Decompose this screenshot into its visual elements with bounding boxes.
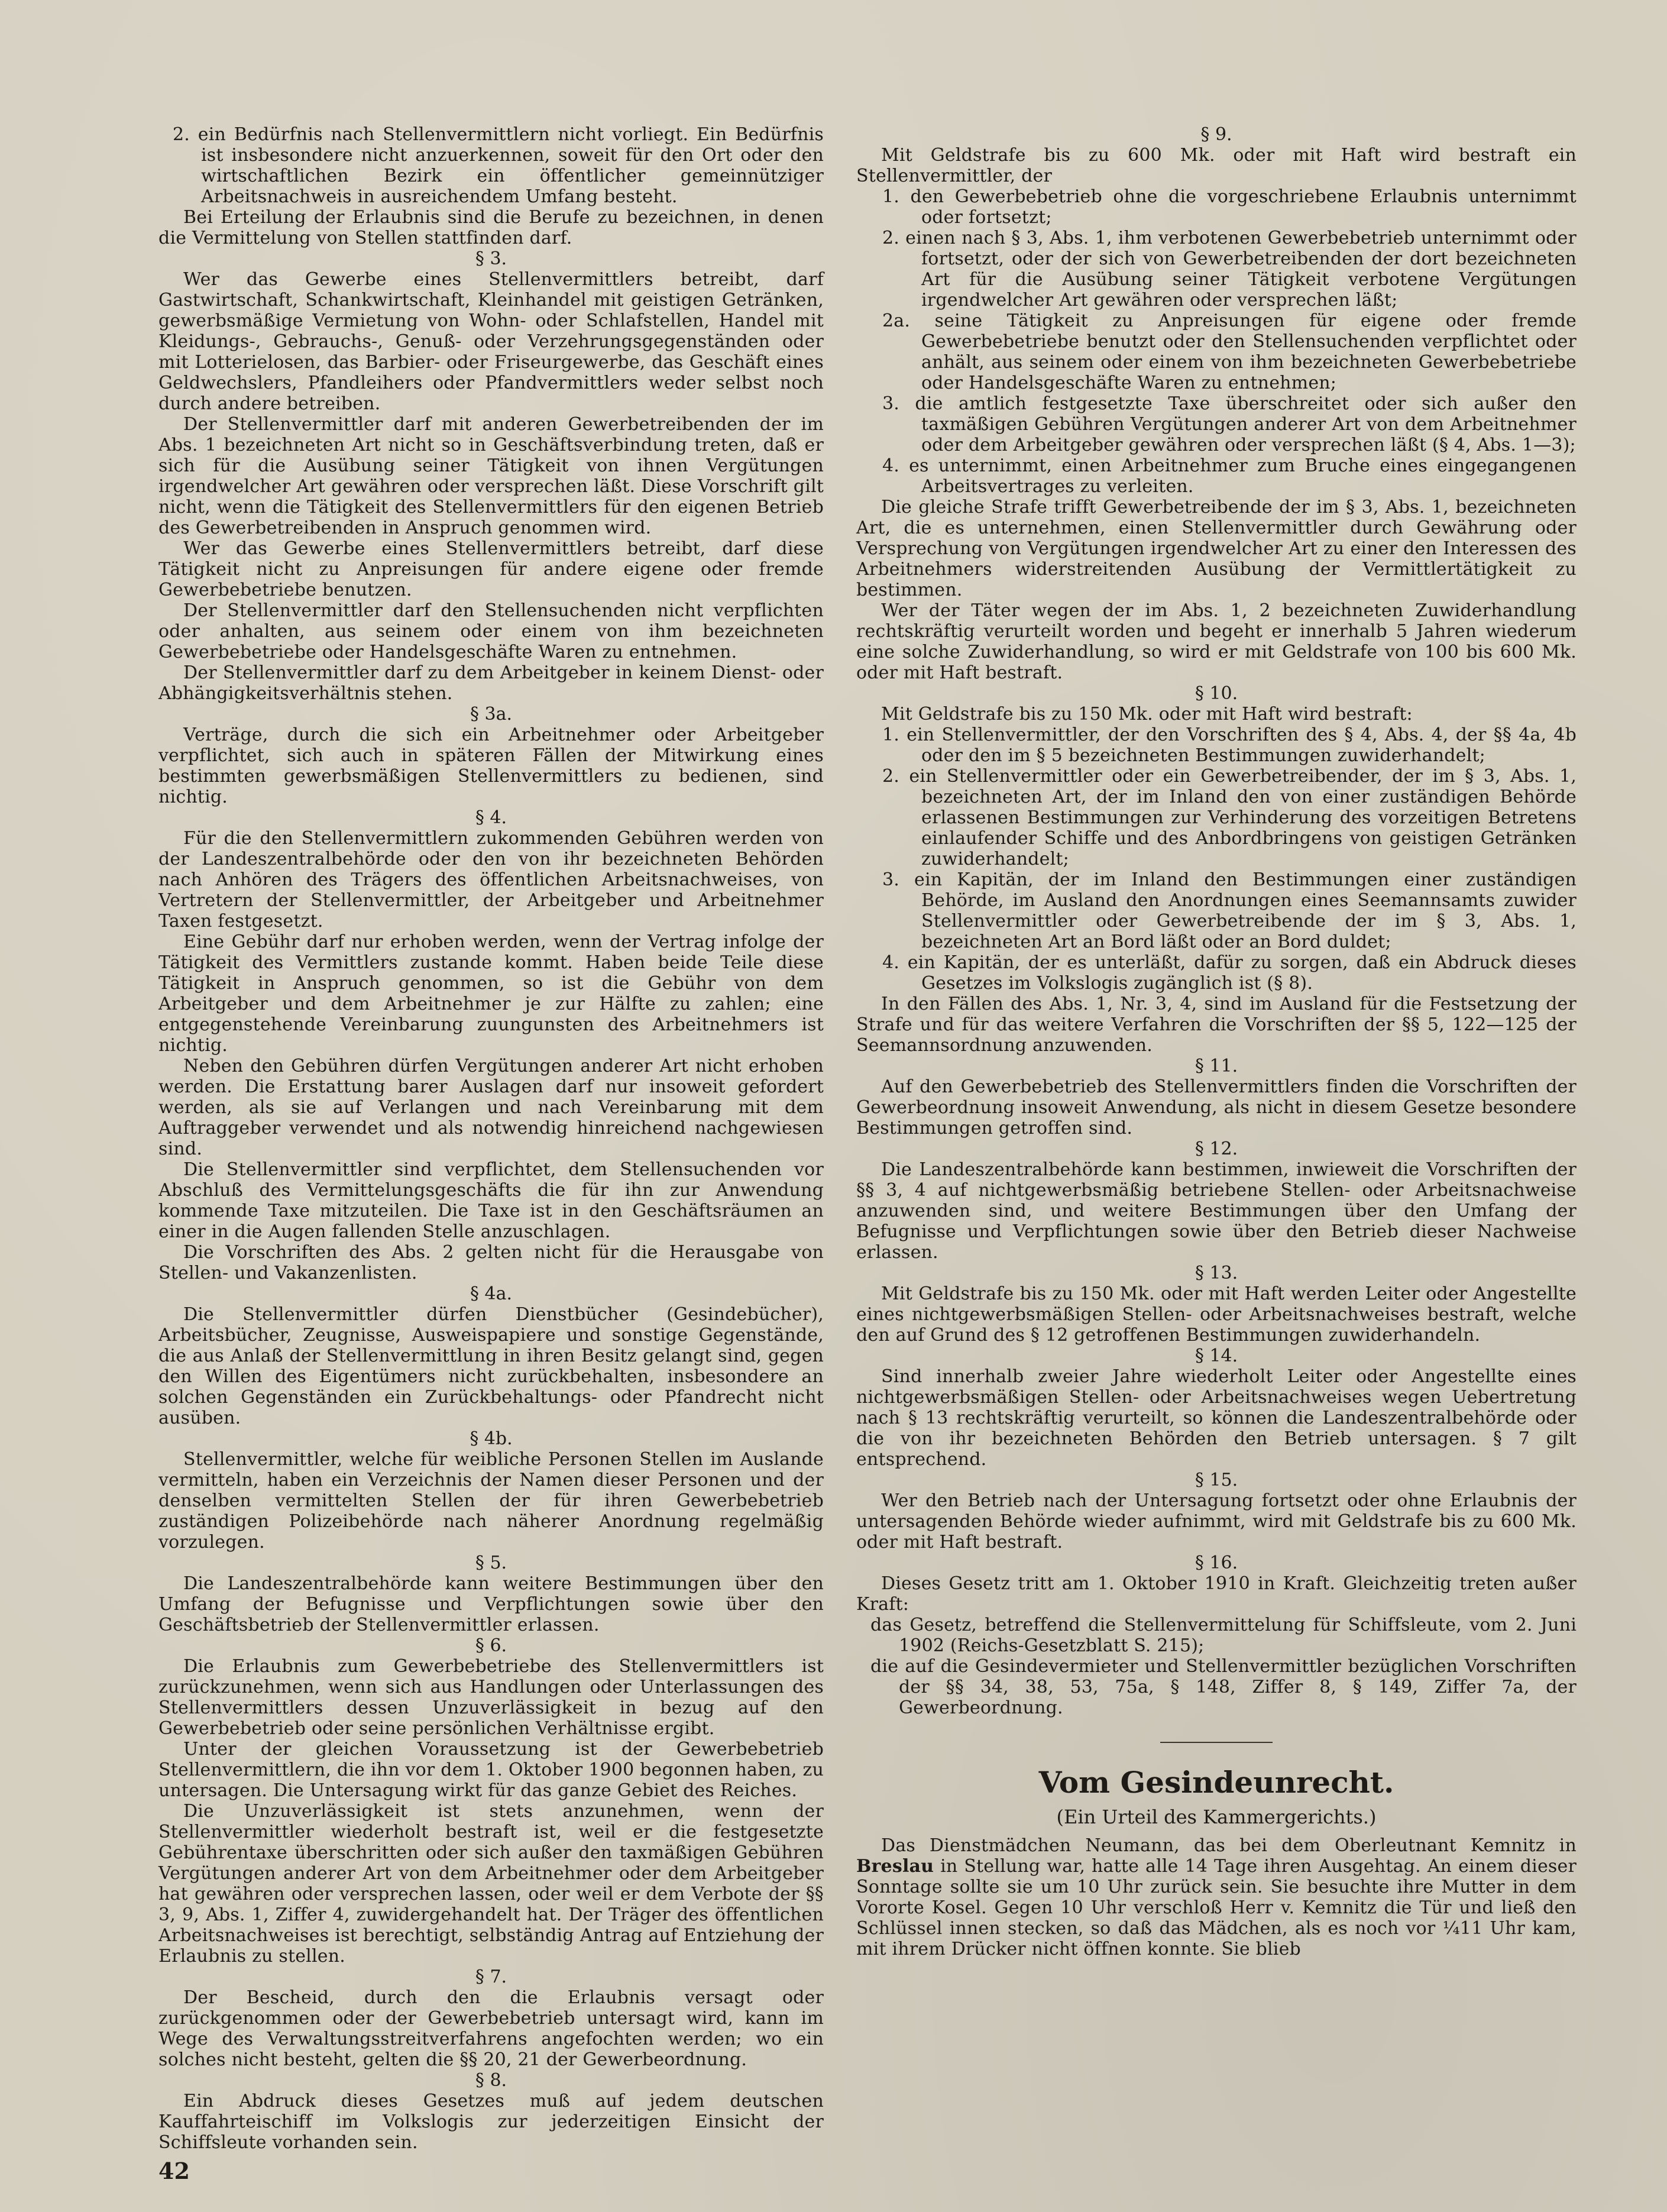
paragraph: Mit Geldstrafe bis zu 150 Mk. oder mit Haft wird bestraft: xyxy=(881,704,1413,725)
section-heading: § 16. xyxy=(1195,1553,1238,1573)
paragraph: Wer das Gewerbe eines Stellenvermittlers betreibt, darf Gastwirtschaft, Schankwirtschaft, Kleinhandel mit geistigen Getränken, gewerbsmäßige Vermietung von Wohn- oder Schlafstellen, Handel mit Kleidungs-, Gebrauchs-, Genuß- oder Verzehrungsgegenständen oder mit Lotterielosen, das Barbier- oder Friseurgewerbe, das Geschäft eines Geldwechslers, Pfandleihers oder Pfandvermittlers weder selbst noch durch andere betreiben. xyxy=(158,269,824,414)
section-heading: § 4. xyxy=(475,807,507,828)
section-heading: § 11. xyxy=(1195,1056,1238,1076)
section-heading: § 13. xyxy=(1195,1263,1238,1283)
article-body xyxy=(856,1835,1577,1959)
paragraph: Wer der Täter wegen der im Abs. 1, 2 bezeichneten Zuwiderhandlung rechtskräftig verurteilt worden und begeht er innerhalb 5 Jahren wiederum eine solche Zuwiderhandlung, so wird er mit Geldstrafe von 100 bis 600 Mk. oder mit Haft bestraft. xyxy=(856,600,1577,683)
paragraph: die auf die Gesindevermieter und Stellenvermittler bezüglichen Vorschriften der §§ 34, 38, 53, 75a, § 148, Ziffer 8, § 149, Ziffer 7a, der Gewerbeordnung. xyxy=(870,1656,1577,1718)
paragraph: 2. einen nach § 3, Abs. 1, ihm verbotenen Gewerbebetrieb unternimmt oder fortsetzt, oder der sich von Gewerbetreibenden der dort bezeichneten Art für die Ausübung seiner Tätigkeit verbotene Vergütungen irgendwelcher Art gewähren oder versprechen läßt; xyxy=(882,228,1577,311)
left-column xyxy=(158,124,824,2153)
paragraph: 3. ein Kapitän, der im Inland den Bestimmungen einer zuständigen Behörde, im Ausland den Anordnungen eines Seemannsamts zuwider Stellenvermittler oder Gewerbetreibende der im § 3, Abs. 1, bezeichneten Art an Bord läßt oder an Bord duldet; xyxy=(882,869,1577,952)
paragraph: Wer das Gewerbe eines Stellenvermittlers betreibt, darf diese Tätigkeit nicht zu Anpreisungen für andere eigene oder fremde Gewerbebetriebe benutzen. xyxy=(158,538,824,600)
section-heading: § 7. xyxy=(475,1967,507,1987)
section-heading: § 4b. xyxy=(470,1428,513,1449)
paragraph: Die Stellenvermittler dürfen Dienstbücher (Gesindebücher), Arbeitsbücher, Zeugnisse, Ausweispapiere und sonstige Gegenstände, die aus Anlaß der Stellenvermittlung in ihren Besitz gelangt sind, gegen den Willen des Eigentümers nicht zurückbehalten, insbesondere an solchen Gegenständen ein Zurückbehaltungs- oder Pfandrecht nicht ausüben. xyxy=(158,1304,824,1428)
paragraph: Dieses Gesetz tritt am 1. Oktober 1910 in Kraft. Gleichzeitig treten außer Kraft: xyxy=(856,1573,1577,1615)
paragraph: Eine Gebühr darf nur erhoben werden, wenn der Vertrag infolge der Tätigkeit des Vermittlers zustande kommt. Haben beide Teile diese Tätigkeit in Anspruch genommen, so ist die Gebühr von dem Arbeitgeber und dem Arbeitnehmer je zur Hälfte zu zahlen; eine entgegenstehende Vereinbarung zuungunsten des Arbeitnehmers ist nichtig. xyxy=(158,932,824,1056)
section-heading: § 12. xyxy=(1195,1139,1238,1159)
section-heading: § 6. xyxy=(475,1635,507,1656)
section-heading: § 15. xyxy=(1195,1470,1238,1490)
article-body-rest: in Stellung war, hatte alle 14 Tage ihren Ausgehtag. An einem dieser Sonntage sollte sie um 10 Uhr zurück sein. Sie besuchte ihre Mutter in dem Vororte Kosel. Gegen 10 Uhr verschloß Herr v. Kemnitz die Tür und ließ den Schlüssel innen stecken, so daß das Mädchen, als es noch vor ¼11 Uhr kam, mit ihrem Drücker nicht öffnen konnte. Sie blieb xyxy=(856,1856,1577,1959)
section-heading: § 4a. xyxy=(470,1283,513,1304)
section-divider xyxy=(1160,1742,1273,1743)
paragraph: 4. es unternimmt, einen Arbeitnehmer zum Bruche eines eingegangenen Arbeitsvertrages zu verleiten. xyxy=(882,455,1577,497)
paragraph: Wer den Betrieb nach der Untersagung fortsetzt oder ohne Erlaubnis der untersagenden Behörde wieder aufnimmt, wird mit Geldstrafe bis zu 600 Mk. oder mit Haft bestraft. xyxy=(856,1490,1577,1553)
paragraph: Mit Geldstrafe bis zu 150 Mk. oder mit Haft werden Leiter oder Angestellte eines nichtgewerbsmäßigen Stellen- oder Arbeitsnachweises bestraft, welche den auf Grund des § 12 getroffenen Bestimmungen zuwiderhandeln. xyxy=(856,1283,1577,1346)
paragraph: Für die den Stellenvermittlern zukommenden Gebühren werden von der Landeszentralbehörde oder den von ihr bezeichneten Behörden nach Anhören des Trägers des öffentlichen Arbeitsnachweises, von Vertretern der Stellenvermittler, der Arbeitgeber und Arbeitnehmer Taxen festgesetzt. xyxy=(158,828,824,932)
paragraph: 2. ein Bedürfnis nach Stellenvermittlern nicht vorliegt. Ein Bedürfnis ist insbesondere nicht anzuerkennen, soweit für den Ort oder den wirtschaftlichen Bezirk ein öffentlicher gemeinnütziger Arbeitsnachweis in ausreichendem Umfang besteht. xyxy=(173,124,824,207)
paragraph: 3. die amtlich festgesetzte Taxe überschreitet oder sich außer den taxmäßigen Gebühren Vergütungen anderer Art von dem Arbeitnehmer oder dem Arbeitgeber gewähren oder versprechen läßt (§ 4, Abs. 1—3); xyxy=(882,393,1577,455)
paragraph: Auf den Gewerbebetrieb des Stellenvermittlers finden die Vorschriften der Gewerbeordnung insoweit Anwendung, als nicht in diesem Gesetze besondere Bestimmungen getroffen sind. xyxy=(856,1076,1577,1139)
article-city: Breslau xyxy=(856,1856,934,1877)
paragraph: 2a. seine Tätigkeit zu Anpreisungen für eigene oder fremde Gewerbebetriebe benutzt oder den Stellensuchenden verpflichtet oder anhält, aus seinem oder einem von ihm bezeichneten Gewerbebetriebe oder Handelsgeschäfte Waren zu entnehmen; xyxy=(882,311,1577,393)
paragraph: 1. den Gewerbebetrieb ohne die vorgeschriebene Erlaubnis unternimmt oder fortsetzt; xyxy=(882,186,1577,228)
section-heading: § 5. xyxy=(475,1553,507,1573)
article-subheading: (Ein Urteil des Kammergerichts.) xyxy=(1056,1806,1377,1828)
paragraph: Bei Erteilung der Erlaubnis sind die Berufe zu bezeichnen, in denen die Vermittelung von Stellen stattfinden darf. xyxy=(158,207,824,248)
section-heading: § 9. xyxy=(1200,124,1232,145)
page-number: 42 xyxy=(158,2158,190,2184)
paragraph: Verträge, durch die sich ein Arbeitnehmer oder Arbeitgeber verpflichtet, sich auch in späteren Fällen der Mitwirkung eines bestimmten gewerbsmäßigen Stellenvermittlers zu bedienen, sind nichtig. xyxy=(158,725,824,807)
paragraph: Unter der gleichen Voraussetzung ist der Gewerbebetrieb Stellenvermittlern, die ihn vor dem 1. Oktober 1900 begonnen haben, zu untersagen. Die Untersagung wirkt für das ganze Gebiet des Reiches. xyxy=(158,1739,824,1801)
paragraph: das Gesetz, betreffend die Stellenvermittelung für Schiffsleute, vom 2. Juni 1902 (Reichs-Gesetzblatt S. 215); xyxy=(870,1615,1577,1656)
right-column xyxy=(856,124,1577,1959)
paragraph: 4. ein Kapitän, der es unterläßt, dafür zu sorgen, daß ein Abdruck dieses Gesetzes im Volkslogis zugänglich ist (§ 8). xyxy=(882,952,1577,994)
paragraph: Stellenvermittler, welche für weibliche Personen Stellen im Auslande vermitteln, haben ein Verzeichnis der Namen dieser Personen und der denselben vermittelten Stellen der für ihren Gewerbebetrieb zuständigen Polizeibehörde nach näherer Anordnung regelmäßig vorzulegen. xyxy=(158,1449,824,1553)
paragraph: In den Fällen des Abs. 1, Nr. 3, 4, sind im Ausland für die Festsetzung der Strafe und für das weitere Verfahren die Vorschriften der §§ 5, 122—125 der Seemannsordnung anzuwenden. xyxy=(856,994,1577,1056)
paragraph: Ein Abdruck dieses Gesetzes muß auf jedem deutschen Kauffahrteischiff im Volkslogis zur jederzeitigen Einsicht der Schiffsleute vorhanden sein. xyxy=(158,2091,824,2153)
section-heading: § 3a. xyxy=(470,704,513,725)
paragraph: Der Stellenvermittler darf zu dem Arbeitgeber in keinem Dienst- oder Abhängigkeitsverhältnis stehen. xyxy=(158,662,824,704)
section-heading: § 14. xyxy=(1195,1346,1238,1366)
paragraph: Die Stellenvermittler sind verpflichtet, dem Stellensuchenden vor Abschluß des Vermittelungsgeschäfts die für ihn zur Anwendung kommende Taxe mitzuteilen. Die Taxe ist in den Geschäftsräumen an einer in die Augen fallenden Stelle anzuschlagen. xyxy=(158,1159,824,1242)
paragraph: Sind innerhalb zweier Jahre wiederholt Leiter oder Angestellte eines nichtgewerbsmäßigen Stellen- oder Arbeitsnachweises wegen Uebertretung nach § 13 rechtskräftig verurteilt, so können die Landeszentralbehörde oder die von ihr bezeichneten Behörden den Betrieb untersagen. § 7 gilt entsprechend. xyxy=(856,1366,1577,1470)
paragraph: Mit Geldstrafe bis zu 600 Mk. oder mit Haft wird bestraft ein Stellenvermittler, der xyxy=(856,145,1577,186)
article-gesindeunrecht xyxy=(856,1764,1577,1959)
paragraph: Die Landeszentralbehörde kann weitere Bestimmungen über den Umfang der Befugnisse und Verpflichtungen sowie über den Geschäftsbetrieb der Stellenvermittler erlassen. xyxy=(158,1573,824,1635)
paragraph: Der Stellenvermittler darf mit anderen Gewerbetreibenden der im Abs. 1 bezeichneten Art nicht so in Geschäftsverbindung treten, daß er sich für die Ausübung seiner Tätigkeit von ihnen Vergütungen irgendwelcher Art gewähren oder versprechen läßt. Diese Vorschrift gilt nicht, wenn die Tätigkeit des Stellenvermittlers für den eigenen Betrieb des Gewerbetreibenden in Anspruch genommen wird. xyxy=(158,414,824,538)
paragraph: Die Erlaubnis zum Gewerbebetriebe des Stellenvermittlers ist zurückzunehmen, wenn sich aus Handlungen oder Unterlassungen des Stellenvermittlers dessen Unzuverlässigkeit in bezug auf den Gewerbebetrieb oder seine persönlichen Verhältnisse ergibt. xyxy=(158,1656,824,1739)
paragraph: Die Vorschriften des Abs. 2 gelten nicht für die Herausgabe von Stellen- und Vakanzenlisten. xyxy=(158,1242,824,1283)
section-heading: § 10. xyxy=(1195,683,1238,704)
paragraph: Der Stellenvermittler darf den Stellensuchenden nicht verpflichten oder anhalten, aus seinem oder einem von ihm bezeichneten Gewerbebetriebe oder Handelsgeschäfte Waren zu entnehmen. xyxy=(158,600,824,662)
paragraph: Die Unzuverlässigkeit ist stets anzunehmen, wenn der Stellenvermittler wiederholt bestraft ist, weil er die festgesetzte Gebührentaxe überschritten oder sich außer den taxmäßigen Gebühren Vergütungen anderer Art von dem Arbeitnehmer oder dem Arbeitgeber hat gewähren oder versprechen lassen, oder weil er dem Verbote der §§ 3, 9, Abs. 1, Ziffer 4, zuwidergehandelt hat. Der Träger des öffentlichen Arbeitsnachweises ist berechtigt, selbständig Antrag auf Entziehung der Erlaubnis zu stellen. xyxy=(158,1801,824,1967)
article-heading: Vom Gesindeunrecht. xyxy=(1038,1765,1394,1800)
paragraph: 2. ein Stellenvermittler oder ein Gewerbetreibender, der im § 3, Abs. 1, bezeichneten Art, der im Inland den von einer zuständigen Behörde erlassenen Bestimmungen zur Verhinderung des vorzeitigen Betretens einlaufender Schiffe und des Anbordbringens von geistigen Getränken zuwiderhandelt; xyxy=(882,766,1577,869)
paragraph: Der Bescheid, durch den die Erlaubnis versagt oder zurückgenommen oder der Gewerbebetrieb untersagt wird, kann im Wege des Verwaltungsstreitverfahrens angefochten werden; wo ein solches nicht besteht, gelten die §§ 20, 21 der Gewerbeordnung. xyxy=(158,1987,824,2070)
section-heading: § 3. xyxy=(475,248,507,269)
law-text-continued xyxy=(856,124,1577,1718)
article-body-start: Das Dienstmädchen Neumann, das bei dem Oberleutnant Kemnitz in xyxy=(881,1835,1577,1856)
paragraph: Neben den Gebühren dürfen Vergütungen anderer Art nicht erhoben werden. Die Erstattung barer Auslagen darf nur insoweit gefordert werden, als sie auf Verlangen und nach Vereinbarung mit dem Auftraggeber verwendet und als notwendig hinreichend nachgewiesen sind. xyxy=(158,1056,824,1159)
paragraph: Die gleiche Strafe trifft Gewerbetreibende der im § 3, Abs. 1, bezeichneten Art, die es unternehmen, einen Stellenvermittler durch Gewährung oder Versprechung von Vergütungen irgendwelcher Art zu einer den Interessen des Arbeitnehmers widerstreitenden Ausübung der Vermittlertätigkeit zu bestimmen. xyxy=(856,497,1577,600)
paragraph: Die Landeszentralbehörde kann bestimmen, inwieweit die Vorschriften der §§ 3, 4 auf nichtgewerbsmäßig betriebene Stellen- oder Arbeitsnachweise anzuwenden sind, und weitere Bestimmungen über den Umfang der Befugnisse und Verpflichtungen sowie über den Betrieb dieser Nachweise erlassen. xyxy=(856,1159,1577,1263)
paragraph: 1. ein Stellenvermittler, der den Vorschriften des § 4, Abs. 4, der §§ 4a, 4b oder den im § 5 bezeichneten Bestimmungen zuwiderhandelt; xyxy=(882,725,1577,766)
section-heading: § 8. xyxy=(475,2070,507,2091)
